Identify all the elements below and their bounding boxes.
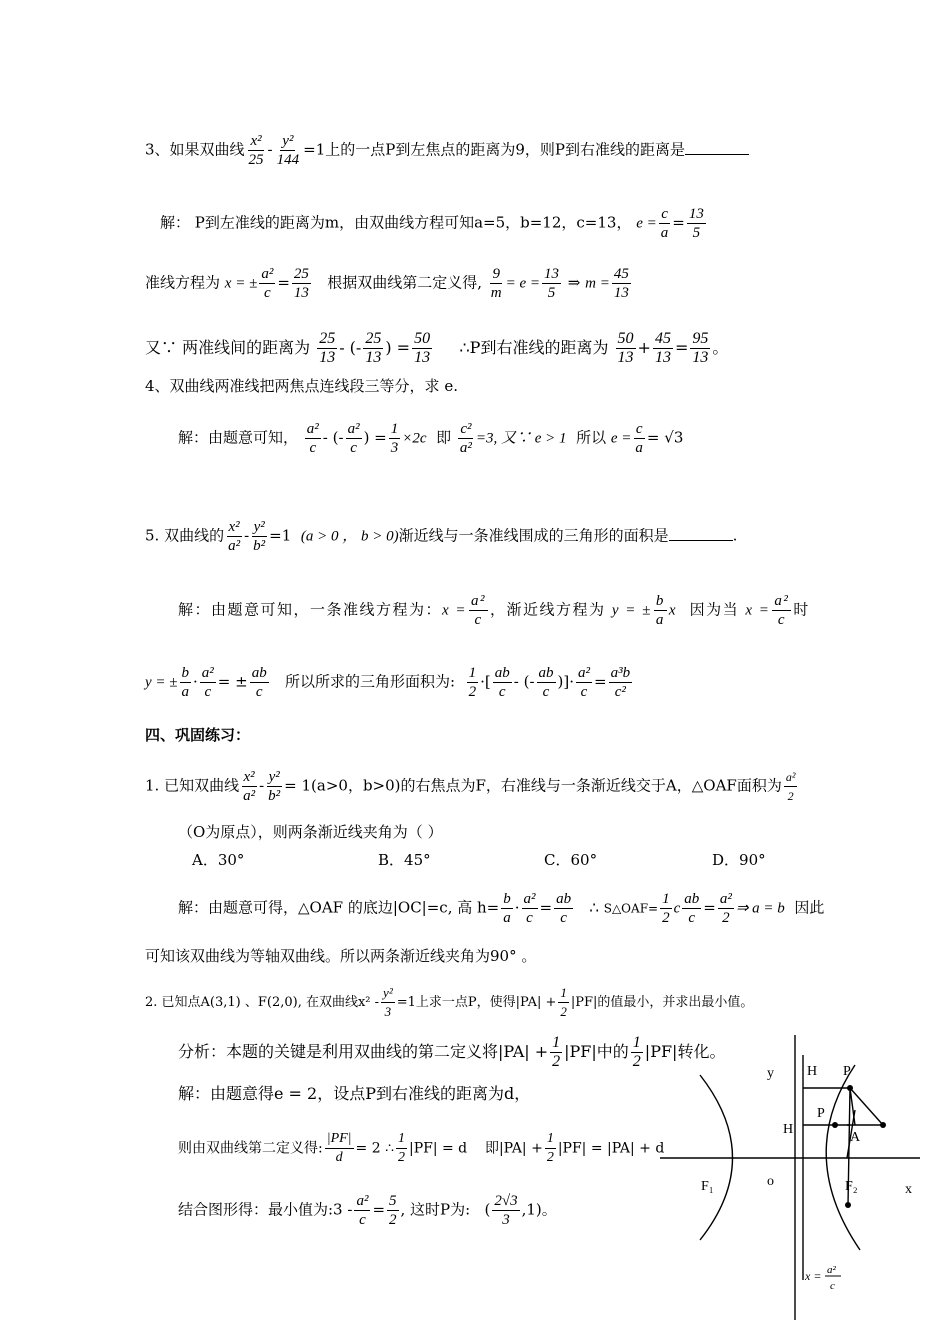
y-label: y <box>767 1066 774 1081</box>
p2-label: P <box>817 1106 825 1121</box>
p2-solution-3: 结合图形得：最小值为:3 - $\frac{\text{a²}}{c}$ = $\frac{5}{2}$ , 这时P为: ( $\frac{2√3}{3}$ ,1)。 <box>178 1193 557 1228</box>
h1-label: H <box>807 1064 818 1079</box>
f2-label: F₂ <box>845 1179 858 1194</box>
p1-solution: 解：由题意可得，△OAF 的底边|OC|=c, 高 h= $\frac{b}{a}$ · $\frac{\text{a²}}{c}$ = $\frac{ab}{c}$ ∴ S△OAF= $\frac{1}{2}$ c $\frac{ab}{c}$ = $\frac{\text{a²}}{2}$ ⇒ a = b 因此 <box>178 891 825 926</box>
q4-title: 4、双曲线两准线把两焦点连线段三等分，求 e. <box>145 377 458 395</box>
q5-solution-1: 解：由题意可知，一条准线方程为：x = $\frac{\text{a²}}{c}$ ，渐近线方程为 y = ± $\frac{b}{a}$ x 因为当 x = $\frac{\text{a²}}{c}$ 时 <box>178 593 810 628</box>
directrix-label: x = <box>805 1269 822 1283</box>
o-label: o <box>767 1174 774 1189</box>
q5-solution-2: y = ± $\frac{b}{a}$ · $\frac{\text{a²}}{c}$ = ± $\frac{ab}{c}$ 所以所求的三角形面积为: $\frac{1}{2}$ ·[ $\frac{ab}{c}$ - (- $\frac{ab}{c}$ )]· $\frac{\text{a²}}{c}$ = $\frac{\text{a³b}}{\text{c²}}$ <box>145 665 631 700</box>
answer-blank <box>685 140 749 155</box>
p1-solution-2: 可知该双曲线为等轴双曲线。所以两条渐近线夹角为90° 。 <box>145 947 537 965</box>
frac-y2-144: $\frac{\text{y²}}{144}$ <box>276 133 300 168</box>
option-a: A．30° <box>192 851 245 869</box>
q3-solution-1: 解： P到左准线的距离为m，由双曲线方程可知a=5，b=12，c=13， e = $\frac{c}{a}$ = $\frac{13}{5}$ <box>160 206 704 241</box>
p1-line-2: （O为原点），则两条渐近线夹角为（ ） <box>178 823 443 841</box>
q3-line: 3、如果双曲线 $\frac{\text{x²}}{25}$ - $\frac{\text{y²}}{144}$ =1上的一点P到左焦点的距离为9，则P到右准线的距离是 <box>145 132 749 169</box>
svg-text:a²: a² <box>827 1264 836 1276</box>
svg-text:c: c <box>830 1280 835 1292</box>
answer-blank-5 <box>669 526 733 541</box>
h2-label: H <box>783 1122 794 1137</box>
q4-solution: 解：由题意可知， $\frac{\text{a²}}{c}$ - (- $\frac{\text{a²}}{c}$ ) = $\frac{1}{3}$ ×2c 即 $\frac{\text{c²}}{\text{a²}}$ =3, 又∵ e > 1 所以 e = $\frac{c}{a}$ = √3 <box>178 421 684 456</box>
p1-label: P <box>843 1064 851 1079</box>
p2-line: 2. 已知点A(3,1) 、F(2,0), 在双曲线x² - $\frac{\text{y²}}{3}$ =1上求一点P，使得|PA| + $\frac{1}{2}$ |PF|的值最小，并求出最小值。 <box>145 985 754 1019</box>
q5-line: 5. 双曲线的 $\frac{\text{x²}}{\text{a²}}$ - $\frac{\text{y²}}{\text{b²}}$ =1 (a > 0 ， b > 0)渐近线与一条准线围成的三角形的面积是 . <box>145 519 738 554</box>
frac-x2-25: $\frac{\text{x²}}{25}$ <box>248 133 264 168</box>
f1-label: F₁ <box>701 1179 714 1194</box>
q3-solution-3: 又∵ 两准线间的距离为 $\frac{25}{13}$ - (- $\frac{25}{13}$ ) = $\frac{50}{13}$ ∴P到右准线的距离为 $\frac{50}{13}$ + $\frac{45}{13}$ = $\frac{95}{13}$ 。 <box>145 330 729 366</box>
option-c: C．60° <box>544 851 598 869</box>
p1-line: 1. 已知双曲线 $\frac{\text{x²}}{\text{a²}}$ - $\frac{\text{y²}}{\text{b²}}$ = 1(a>0，b>0)的右焦点为F，右准线与一条渐近线交于A，△OAF面积为 $\frac{\text{a²}}{2}$ <box>145 769 796 804</box>
section-heading: 四、巩固练习： <box>145 726 251 744</box>
hyperbola-figure <box>655 1025 925 1325</box>
p2-solution-1: 解：由题意得e = 2，设点P到右准线的距离为d， <box>178 1084 531 1103</box>
option-d: D．90° <box>712 851 766 869</box>
x-label: x <box>905 1182 912 1197</box>
q3-solution-2: 准线方程为 x = ± $\frac{\text{a²}}{c}$ = $\frac{25}{13}$ 根据双曲线第二定义得, $\frac{9}{m}$ = e = $\frac{13}{5}$ ⇒ m = $\frac{45}{13}$ <box>145 266 629 301</box>
option-b: B．45° <box>378 851 431 869</box>
p2-analysis: 分析：本题的关键是利用双曲线的第二定义将|PA| + $\frac{1}{2}$ |PF|中的 $\frac{1}{2}$ |PF|转化。 <box>178 1034 726 1070</box>
a-label: A <box>850 1130 861 1145</box>
p2-solution-2: 则由双曲线第二定义得: $\frac{|PF|}{d}$ = 2 ∴ $\frac{1}{2}$ |PF| = d 即|PA| + $\frac{1}{2}$ |PF| = |PA| + d <box>178 1131 665 1165</box>
